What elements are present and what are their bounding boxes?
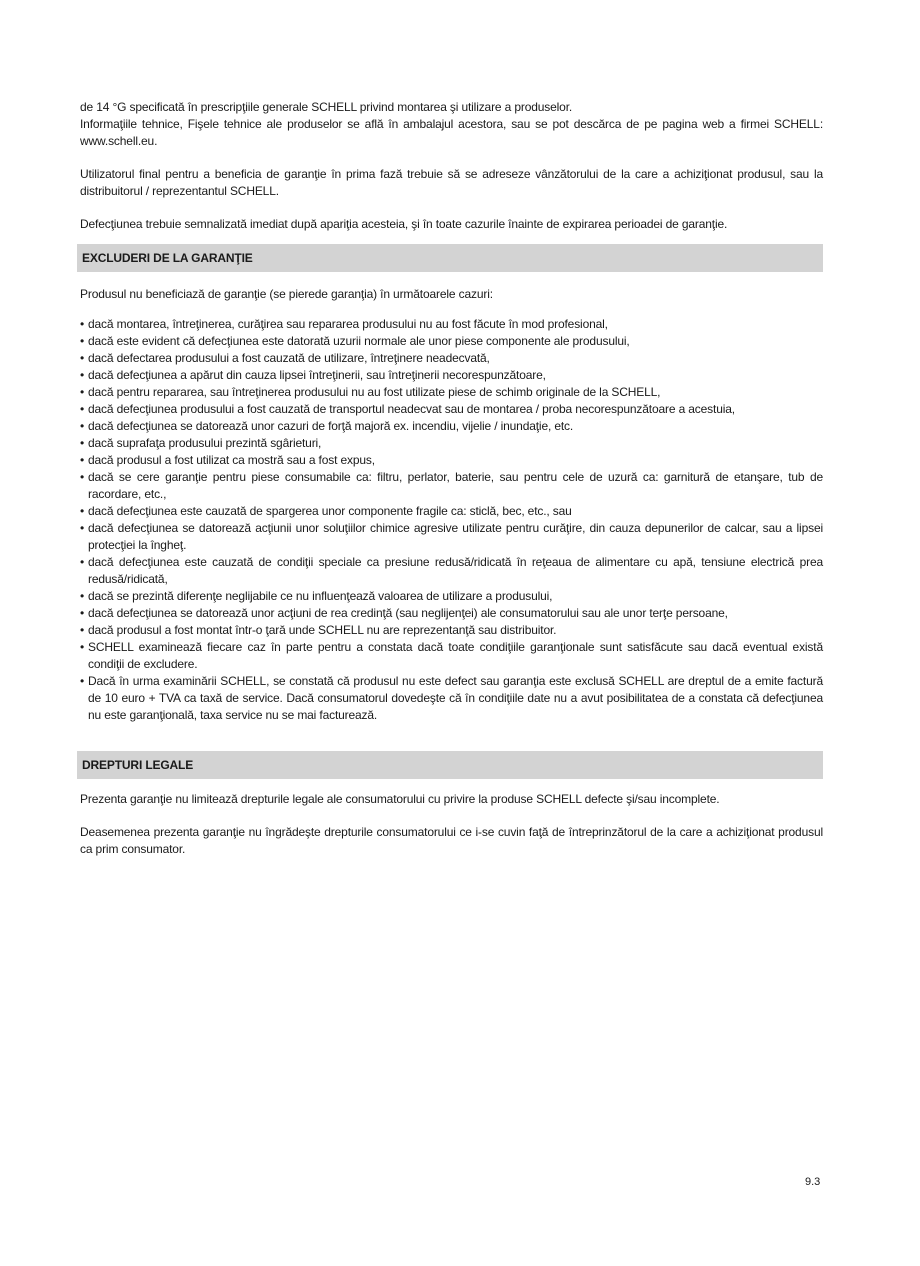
section-heading-exclusions: EXCLUDERI DE LA GARANŢIE <box>77 244 823 272</box>
list-item: • dacă montarea, întreţinerea, curăţirea sau repararea produsului nu au fost făcute în mod profesional, <box>80 316 823 333</box>
list-item: • SCHELL examinează fiecare caz în parte pentru a constata dacă toate condiţiile garanţionale sunt satisfăcute sau dacă eventual există condiţii de excludere. <box>80 639 823 673</box>
list-item: • dacă defecţiunea se datorează unor cazuri de forţă majoră ex. incendiu, vijelie / inundaţie, etc. <box>80 418 823 435</box>
list-item: • dacă suprafaţa produsului prezintă sgârieturi, <box>80 435 823 452</box>
list-item: • dacă defecţiunea este cauzată de condiţii speciale ca presiune redusă/ridicată în reţeaua de alimentare cu apă, tensiune electrică prea redusă/ridicată, <box>80 554 823 588</box>
list-item: • dacă produsul a fost utilizat ca mostră sau a fost expus, <box>80 452 823 469</box>
exclusions-list <box>80 316 823 724</box>
rights-paragraph-1: Prezenta garanţie nu limitează drepturile legale ale consumatorului cu privire la produse SCHELL defecte şi/sau incomplete. <box>80 792 720 806</box>
list-item: • dacă defecţiunea produsului a fost cauzată de transportul neadecvat sau de montarea / proba necorespunzătoare a acestuia, <box>80 401 823 418</box>
list-item: • dacă defecţiunea se datorează unor acţiuni de rea credinţă (sau neglijenţei) ale consumatorului sau ale unor terţe persoane, <box>80 605 823 622</box>
list-item: • dacă defectarea produsului a fost cauzată de utilizare, întreţinere neadecvată, <box>80 350 823 367</box>
list-item: • dacă defecţiunea este cauzată de spargerea unor componente fragile ca: sticlă, bec, etc., sau <box>80 503 823 520</box>
list-item: • Dacă în urma examinării SCHELL, se constată că produsul nu este defect sau garanţia este exclusă SCHELL are dreptul de a emite factură de 10 euro + TVA ca taxă de service. Dacă consumatorul dovedeşte că în condiţiile date nu a avut posibilitatea de a constata că defecţiunea nu este garanţională, taxa service nu se mai facturează. <box>80 673 823 724</box>
intro-paragraph-3: Utilizatorul final pentru a beneficia de garanţie în prima fază trebuie să se adreseze vânzătorului de la care a achiziţionat produsul, sau la distribuitorul / reprezentantul SCHELL. <box>80 167 823 198</box>
document-body <box>80 99 823 858</box>
intro-line-2: Informaţiile tehnice, Fişele tehnice ale produselor se află în ambalajul acestora, sau se pot descărca de pe pagina web a firmei SCHELL: www.schell.eu. <box>80 117 823 148</box>
list-item: • dacă este evident că defecţiunea este datorată uzurii normale ale unor piese componente ale produsului, <box>80 333 823 350</box>
intro-line-1: de 14 °G specificată în prescripţiile generale SCHELL privind montarea şi utilizare a produselor. <box>80 100 573 114</box>
intro-paragraph-4: Defecţiunea trebuie semnalizată imediat după apariţia acesteia, şi în toate cazurile înainte de expirarea perioadei de garanţie. <box>80 217 728 231</box>
section-heading-rights: DREPTURI LEGALE <box>77 751 823 779</box>
list-item: • dacă se cere garanţie pentru piese consumabile ca: filtru, perlator, baterie, sau pentru cele de uzură ca: garnitură de etanşare, tub de racordare, etc., <box>80 469 823 503</box>
exclusions-lead: Produsul nu beneficiază de garanţie (se pierede garanţia) în următoarele cazuri: <box>80 287 493 301</box>
list-item: • dacă produsul a fost montat într-o ţară unde SCHELL nu are reprezentanţă sau distribuitor. <box>80 622 823 639</box>
list-item: • dacă pentru repararea, sau întreţinerea produsului nu au fost utilizate piese de schimb originale de la SCHELL, <box>80 384 823 401</box>
list-item: • dacă defecţiunea se datorează acţiunii unor soluţiilor chimice agresive utilizate pentru curăţire, din cauza depunerilor de calcar, sau a lipsei protecţiei la îngheţ. <box>80 520 823 554</box>
list-item: • dacă se prezintă diferenţe neglijabile ce nu influenţează valoarea de utilizare a produsului, <box>80 588 823 605</box>
list-item: • dacă defecţiunea a apărut din cauza lipsei întreţinerii, sau întreţinerii necorespunzătoare, <box>80 367 823 384</box>
rights-paragraph-2: Deasemenea prezenta garanţie nu îngrădeşte drepturile consumatorului ce i-se cuvin faţă de întreprinzătorul de la care a achiziţionat produsul ca prim consumator. <box>80 825 823 856</box>
page-number: 9.3 <box>805 1176 821 1188</box>
